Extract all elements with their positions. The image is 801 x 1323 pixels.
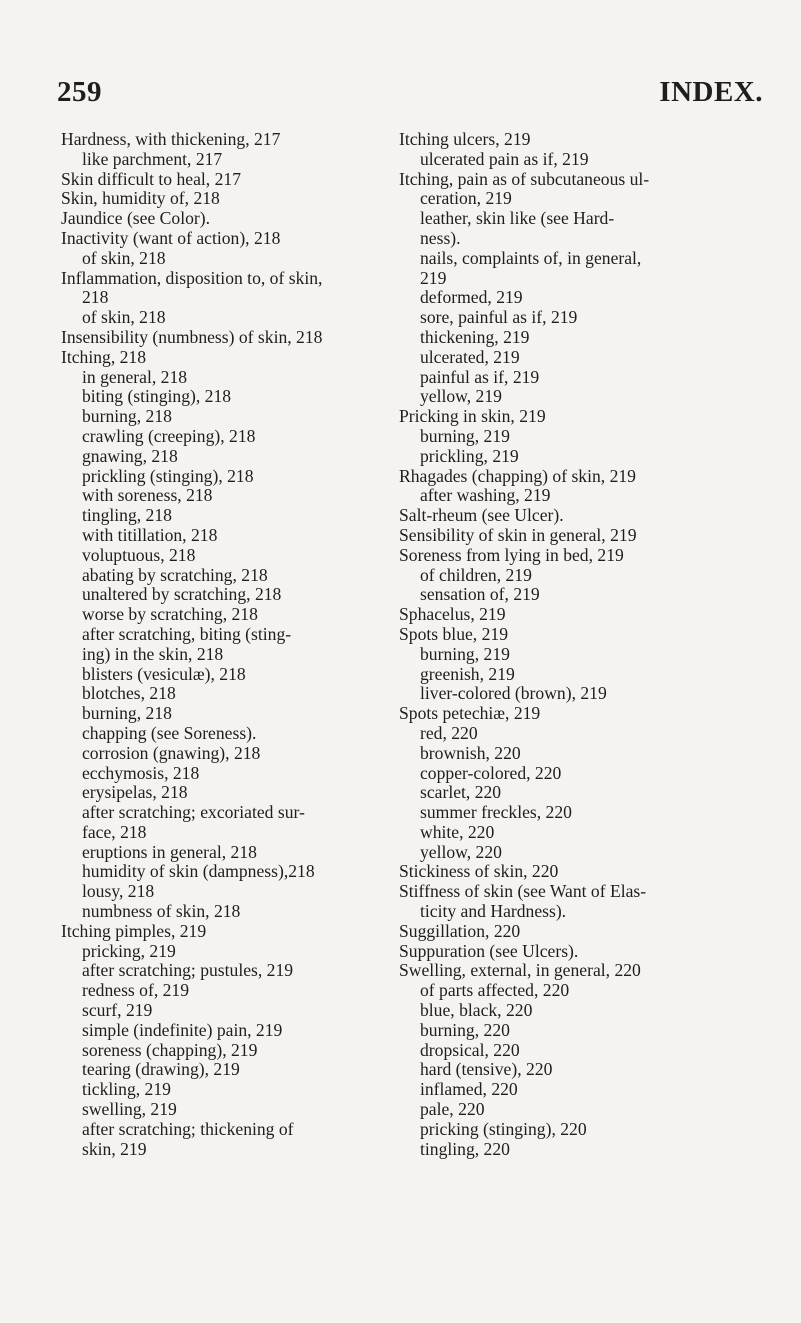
- index-entry: deformed, 219: [420, 287, 523, 308]
- index-entry: Itching ulcers, 219: [399, 129, 531, 149]
- index-entry: of parts affected, 220: [420, 980, 570, 1001]
- index-entry: abating by scratching, 218: [82, 564, 268, 585]
- index-entry: ecchymosis, 218: [82, 762, 200, 783]
- index-entry: nails, complaints of, in general,: [420, 247, 642, 268]
- index-entry: Sensibility of skin in general, 219: [399, 524, 637, 545]
- index-entry: simple (indefinite) pain, 219: [82, 1019, 283, 1040]
- index-entry: Skin difficult to heal, 217: [61, 168, 241, 189]
- index-entry: hard (tensive), 220: [420, 1059, 553, 1080]
- index-entry: biting (stinging), 218: [82, 386, 232, 407]
- index-entry: burning, 218: [82, 406, 172, 427]
- index-entry: humidity of skin (dampness),218: [82, 861, 315, 882]
- index-entry: Stickiness of skin, 220: [399, 861, 559, 882]
- index-entry: Salt-rheum (see Ulcer).: [399, 505, 564, 526]
- index-entry: unaltered by scratching, 218: [82, 584, 282, 605]
- index-entry: Swelling, external, in general, 220: [399, 960, 641, 981]
- index-entry: Spots petechiæ, 219: [399, 703, 541, 724]
- index-entry: yellow, 219: [420, 386, 502, 407]
- index-entry: chapping (see Soreness).: [82, 722, 257, 743]
- index-entry: tearing (drawing), 219: [82, 1059, 240, 1080]
- index-entry: Insensibility (numbness) of skin, 218: [61, 326, 323, 347]
- index-entry: tingling, 218: [82, 505, 172, 526]
- index-entry: red, 220: [420, 722, 478, 743]
- index-entry: blotches, 218: [82, 683, 176, 704]
- index-entry: pricking (stinging), 220: [420, 1118, 587, 1139]
- index-entry: ticity and Hardness).: [420, 901, 567, 922]
- index-entry: yellow, 220: [420, 841, 502, 862]
- index-entry: scurf, 219: [82, 1000, 153, 1021]
- index-entry: greenish, 219: [420, 663, 515, 684]
- index-entry: Itching, 218: [61, 346, 147, 367]
- index-entry: crawling (creeping), 218: [82, 425, 256, 446]
- index-entry: like parchment, 217: [82, 148, 223, 169]
- index-entry: after scratching; thickening of: [82, 1118, 294, 1139]
- index-entry: ing) in the skin, 218: [82, 643, 224, 664]
- index-entry: painful as if, 219: [420, 366, 540, 387]
- index-entry: of children, 219: [420, 564, 532, 585]
- index-entry: dropsical, 220: [420, 1039, 520, 1060]
- index-column-right: [399, 130, 744, 1159]
- index-entry: copper-colored, 220: [420, 762, 562, 783]
- index-entry: Hardness, with thickening, 217: [61, 129, 281, 149]
- index-entry: Inflammation, disposition to, of skin,: [61, 267, 323, 288]
- index-entry: with soreness, 218: [82, 485, 213, 506]
- index-entry: voluptuous, 218: [82, 544, 196, 565]
- index-entry: burning, 218: [82, 703, 172, 724]
- index-entry: numbness of skin, 218: [82, 901, 241, 922]
- index-entry: sore, painful as if, 219: [420, 307, 578, 328]
- index-entry: summer freckles, 220: [420, 802, 572, 823]
- index-entry: Suggillation, 220: [399, 920, 521, 941]
- index-entry: pale, 220: [420, 1099, 485, 1120]
- index-entry: corrosion (gnawing), 218: [82, 742, 261, 763]
- index-entry: Stiffness of skin (see Want of Elas-: [399, 881, 647, 902]
- index-entry: after scratching; pustules, 219: [82, 960, 294, 981]
- index-entry: prickling, 219: [420, 445, 519, 466]
- index-entry: Jaundice (see Color).: [61, 208, 211, 229]
- index-entry: ulcerated, 219: [420, 346, 520, 367]
- index-entry: leather, skin like (see Hard-: [420, 208, 615, 229]
- index-entry: pricking, 219: [82, 940, 176, 961]
- index-entry: sensation of, 219: [420, 584, 540, 605]
- index-entry: blisters (vesiculæ), 218: [82, 663, 246, 684]
- index-entry: after scratching; excoriated sur-: [82, 802, 305, 823]
- index-entry: Suppuration (see Ulcers).: [399, 940, 579, 961]
- index-entry: inflamed, 220: [420, 1079, 518, 1100]
- index-entry: Itching pimples, 219: [61, 920, 207, 941]
- index-column-left: [61, 130, 391, 1159]
- index-entry: blue, black, 220: [420, 1000, 533, 1021]
- index-entry: gnawing, 218: [82, 445, 178, 466]
- page-number: 259: [57, 76, 102, 108]
- index-entry: skin, 219: [82, 1138, 147, 1159]
- index-entry: Skin, humidity of, 218: [61, 188, 220, 209]
- index-entry: lousy, 218: [82, 881, 155, 902]
- index-entry: Inactivity (want of action), 218: [61, 227, 281, 248]
- index-entry: after scratching, biting (sting-: [82, 623, 292, 644]
- index-entry: thickening, 219: [420, 326, 530, 347]
- index-entry: of skin, 218: [82, 247, 166, 268]
- index-entry: white, 220: [420, 821, 495, 842]
- index-entry: eruptions in general, 218: [82, 841, 257, 862]
- index-entry: with titillation, 218: [82, 524, 218, 545]
- index-entry: Itching, pain as of subcutaneous ul-: [399, 168, 650, 189]
- index-entry: ceration, 219: [420, 188, 512, 209]
- index-entry: liver-colored (brown), 219: [420, 683, 607, 704]
- index-entry: prickling (stinging), 218: [82, 465, 254, 486]
- index-entry: Sphacelus, 219: [399, 604, 506, 625]
- index-entry: Pricking in skin, 219: [399, 406, 546, 427]
- index-entry: tickling, 219: [82, 1079, 171, 1100]
- index-entry: ulcerated pain as if, 219: [420, 148, 589, 169]
- index-entry: ness).: [420, 227, 461, 248]
- index-entry: brownish, 220: [420, 742, 521, 763]
- index-entry: burning, 220: [420, 1019, 510, 1040]
- index-entry: face, 218: [82, 821, 147, 842]
- index-entry: after washing, 219: [420, 485, 551, 506]
- index-entry: soreness (chapping), 219: [82, 1039, 258, 1060]
- index-entry: worse by scratching, 218: [82, 604, 258, 625]
- index-entry: burning, 219: [420, 643, 510, 664]
- index-entry: 219: [420, 267, 447, 288]
- index-entry: tingling, 220: [420, 1138, 510, 1159]
- index-entry: swelling, 219: [82, 1099, 177, 1120]
- index-entry: 218: [82, 287, 109, 308]
- index-entry: redness of, 219: [82, 980, 190, 1001]
- index-entry: Rhagades (chapping) of skin, 219: [399, 465, 636, 486]
- index-entry: erysipelas, 218: [82, 782, 188, 803]
- index-entry: of skin, 218: [82, 307, 166, 328]
- index-entry: in general, 218: [82, 366, 188, 387]
- index-entry: scarlet, 220: [420, 782, 502, 803]
- index-entry: Spots blue, 219: [399, 623, 508, 644]
- index-entry: Soreness from lying in bed, 219: [399, 544, 624, 565]
- running-title: INDEX.: [659, 76, 763, 108]
- index-entry: burning, 219: [420, 425, 510, 446]
